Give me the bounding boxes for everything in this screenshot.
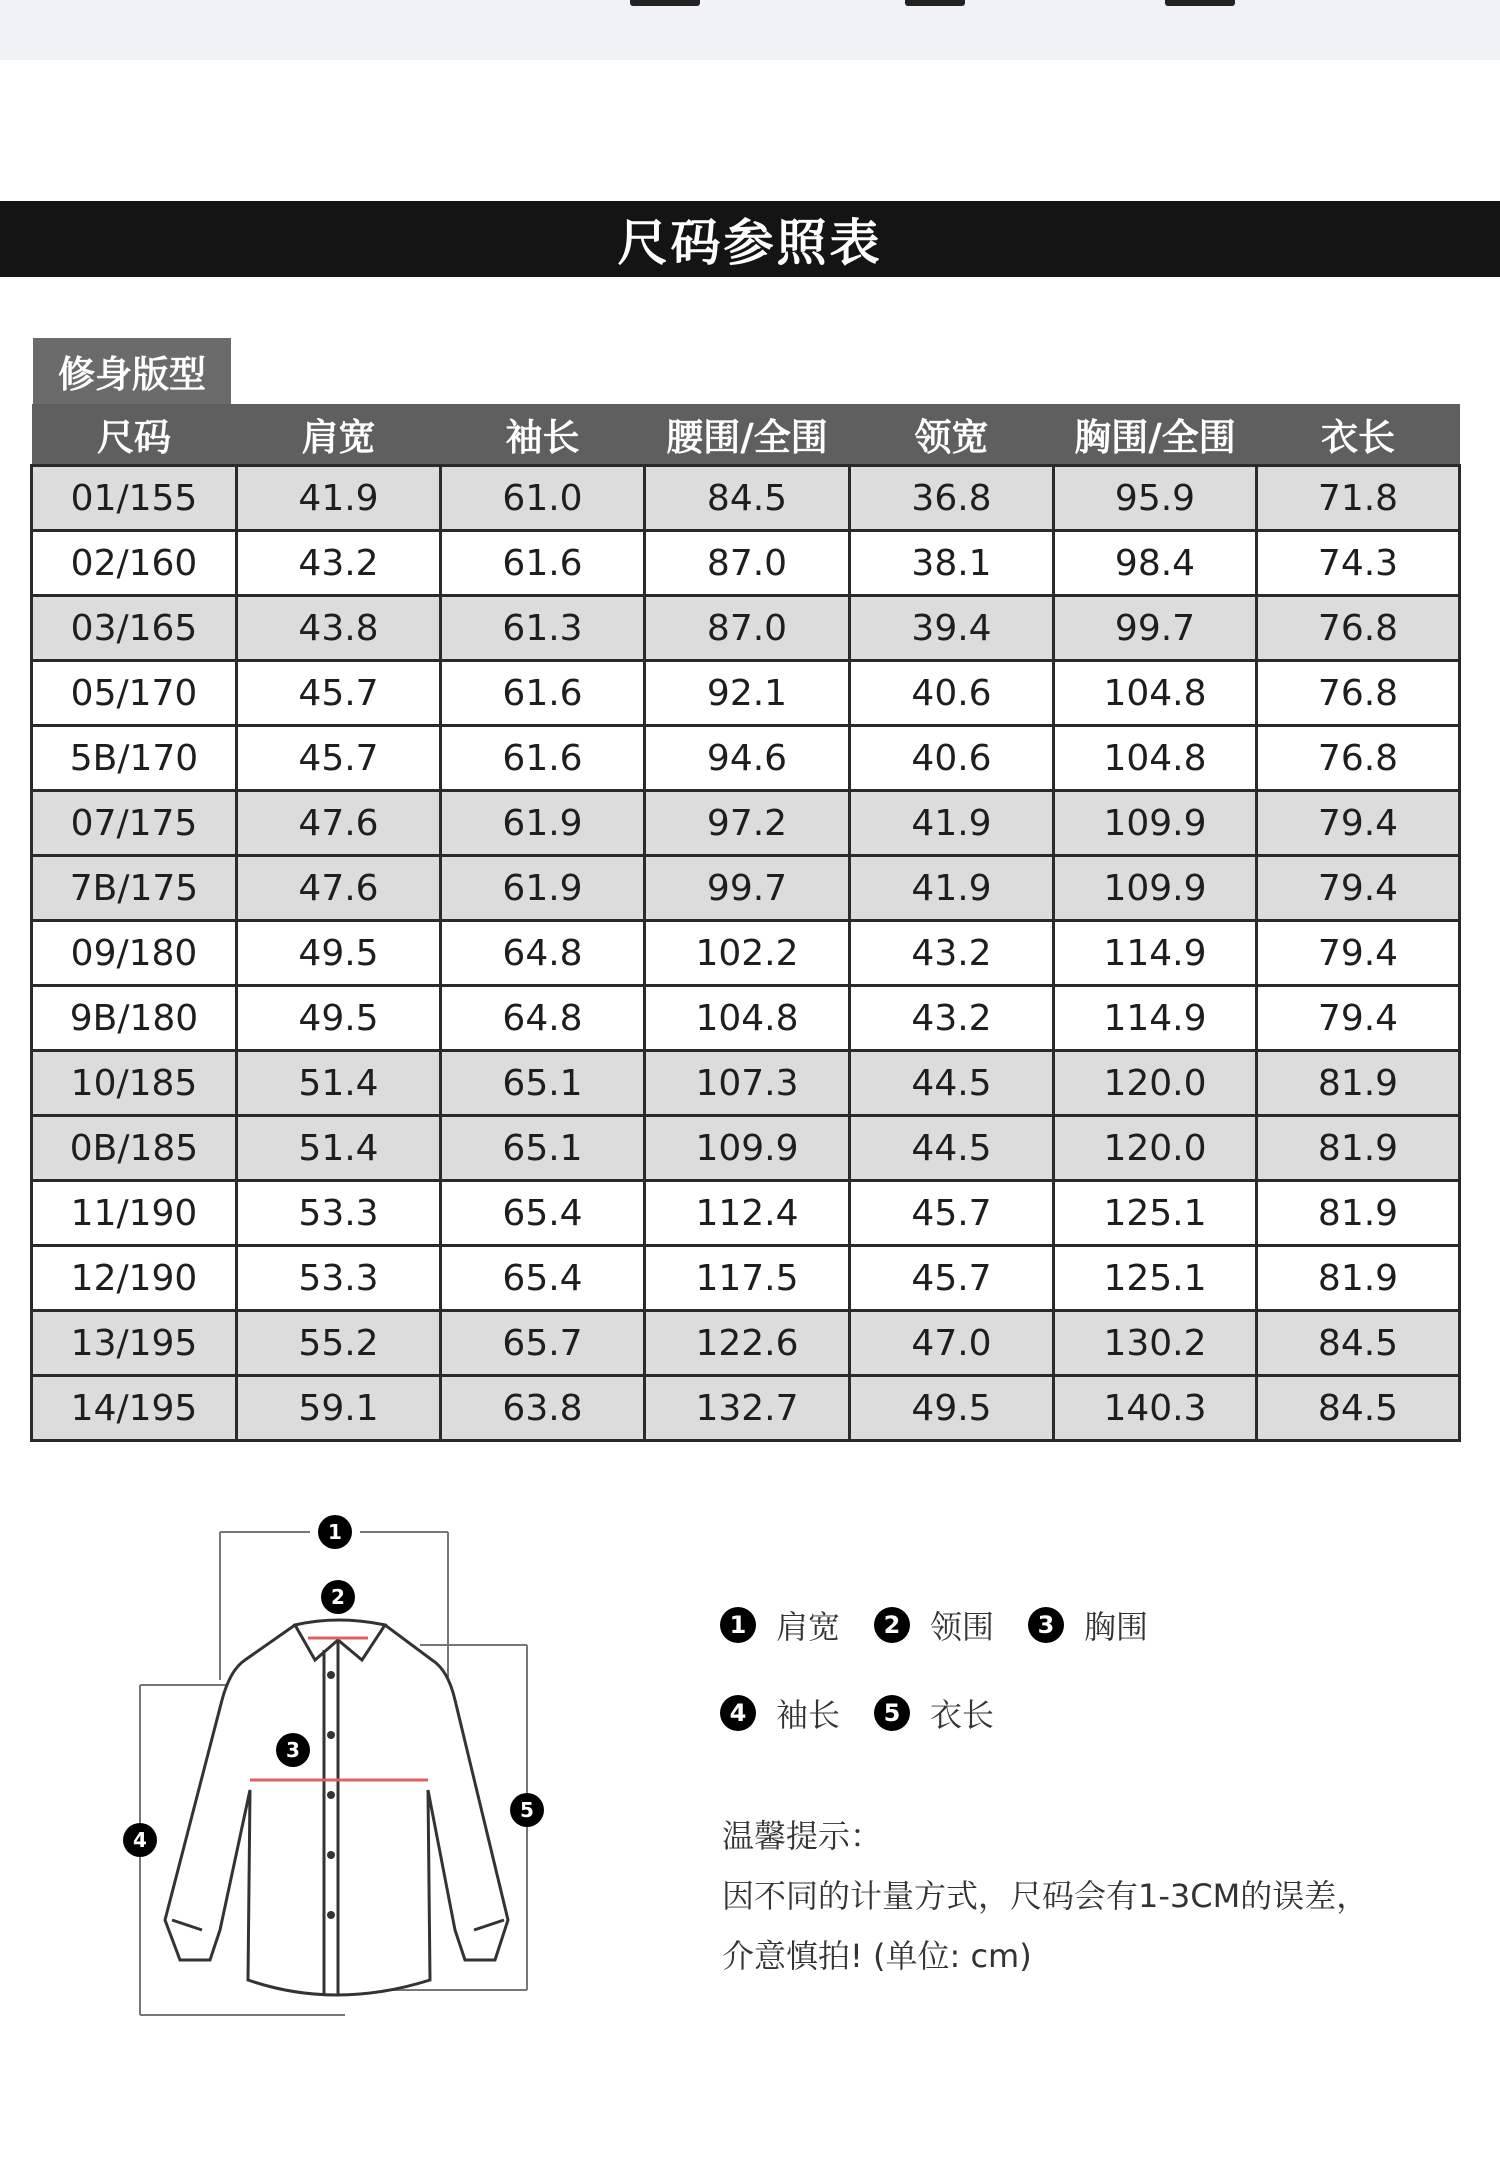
measurement-cell: 99.7 [1054, 596, 1257, 661]
column-header: 衣长 [1257, 404, 1460, 466]
measurement-cell: 94.6 [645, 726, 850, 791]
measurement-cell: 109.9 [1054, 791, 1257, 856]
table-row [32, 661, 1460, 726]
measurement-cell: 47.6 [237, 791, 441, 856]
marker-5-icon [510, 1793, 544, 1827]
size-code-cell: 01/155 [32, 466, 237, 531]
measurement-cell: 45.7 [850, 1181, 1054, 1246]
marker-2-icon [321, 1580, 355, 1614]
number-4-icon: 4 [720, 1695, 756, 1731]
measurement-cell: 65.4 [441, 1181, 645, 1246]
svg-text:2: 2 [331, 1585, 345, 1609]
measurement-cell: 45.7 [237, 661, 441, 726]
size-code-cell: 0B/185 [32, 1116, 237, 1181]
legend-label: 袖长 [776, 1696, 841, 1734]
measurement-cell: 49.5 [237, 986, 441, 1051]
measurement-cell: 61.0 [441, 466, 645, 531]
measurement-cell: 61.6 [441, 726, 645, 791]
measurement-cell: 84.5 [1257, 1376, 1460, 1441]
measurement-cell: 43.2 [237, 531, 441, 596]
marker-3-icon [276, 1733, 310, 1767]
measurement-cell: 65.7 [441, 1311, 645, 1376]
measurement-cell: 130.2 [1054, 1311, 1257, 1376]
measurement-legend [720, 1600, 1182, 1776]
table-row [32, 986, 1460, 1051]
table-row [32, 921, 1460, 986]
cut-off-text-fragment [1165, 0, 1235, 6]
measurement-cell: 120.0 [1054, 1051, 1257, 1116]
measurement-cell: 40.6 [850, 661, 1054, 726]
measurement-tips [722, 1806, 1462, 1986]
marker-4-icon [123, 1823, 157, 1857]
size-code-cell: 11/190 [32, 1181, 237, 1246]
measurement-cell: 61.6 [441, 661, 645, 726]
measurement-cell: 84.5 [1257, 1311, 1460, 1376]
measurement-cell: 45.7 [850, 1246, 1054, 1311]
number-1-icon: 1 [720, 1607, 756, 1643]
measurement-cell: 61.9 [441, 791, 645, 856]
measurement-cell: 92.1 [645, 661, 850, 726]
legend-item-chest [1028, 1602, 1148, 1648]
number-5-icon: 5 [874, 1695, 910, 1731]
measurement-cell: 76.8 [1257, 726, 1460, 791]
measurement-cell: 107.3 [645, 1051, 850, 1116]
measurement-cell: 109.9 [645, 1116, 850, 1181]
measurement-cell: 43.2 [850, 921, 1054, 986]
table-row [32, 466, 1460, 531]
measurement-cell: 79.4 [1257, 791, 1460, 856]
measurement-cell: 49.5 [237, 921, 441, 986]
table-row [32, 1311, 1460, 1376]
tips-line-1: 因不同的计量方式，尺码会有1-3CM的误差， [722, 1877, 1369, 1915]
measurement-cell: 120.0 [1054, 1116, 1257, 1181]
measurement-cell: 41.9 [850, 791, 1054, 856]
measurement-cell: 81.9 [1257, 1116, 1460, 1181]
table-header-row [32, 404, 1460, 466]
table-row [32, 596, 1460, 661]
size-code-cell: 7B/175 [32, 856, 237, 921]
measurement-cell: 112.4 [645, 1181, 850, 1246]
measurement-cell: 49.5 [850, 1376, 1054, 1441]
measurement-cell: 114.9 [1054, 921, 1257, 986]
table-body [32, 466, 1460, 1441]
measurement-cell: 79.4 [1257, 986, 1460, 1051]
measurement-cell: 65.4 [441, 1246, 645, 1311]
table-row [32, 791, 1460, 856]
svg-text:3: 3 [286, 1738, 300, 1762]
measurement-cell: 43.2 [850, 986, 1054, 1051]
measurement-cell: 64.8 [441, 986, 645, 1051]
measurement-cell: 65.1 [441, 1116, 645, 1181]
measurement-cell: 81.9 [1257, 1181, 1460, 1246]
legend-item-length [874, 1690, 994, 1736]
column-header: 袖长 [441, 404, 645, 466]
size-code-cell: 13/195 [32, 1311, 237, 1376]
measurement-cell: 98.4 [1054, 531, 1257, 596]
measurement-cell: 109.9 [1054, 856, 1257, 921]
size-code-cell: 09/180 [32, 921, 237, 986]
table-row [32, 1116, 1460, 1181]
measurement-cell: 87.0 [645, 596, 850, 661]
size-code-cell: 05/170 [32, 661, 237, 726]
measurement-cell: 99.7 [645, 856, 850, 921]
measurement-cell: 117.5 [645, 1246, 850, 1311]
measurement-cell: 76.8 [1257, 596, 1460, 661]
measurement-cell: 41.9 [850, 856, 1054, 921]
svg-text:5: 5 [520, 1798, 534, 1822]
measurement-cell: 104.8 [1054, 726, 1257, 791]
measurement-cell: 59.1 [237, 1376, 441, 1441]
measurement-cell: 79.4 [1257, 921, 1460, 986]
measurement-cell: 79.4 [1257, 856, 1460, 921]
table-row [32, 531, 1460, 596]
measurement-cell: 97.2 [645, 791, 850, 856]
table-row [32, 726, 1460, 791]
table-row [32, 1051, 1460, 1116]
measurement-cell: 122.6 [645, 1311, 850, 1376]
legend-item-sleeve [720, 1690, 840, 1736]
tips-heading: 温馨提示： [722, 1817, 883, 1855]
size-chart-title: 尺码参照表 [0, 201, 1500, 277]
measurement-cell: 38.1 [850, 531, 1054, 596]
legend-label: 胸围 [1084, 1608, 1149, 1646]
measurement-cell: 125.1 [1054, 1246, 1257, 1311]
measurement-cell: 53.3 [237, 1181, 441, 1246]
measurement-cell: 140.3 [1054, 1376, 1257, 1441]
shirt-diagram [110, 1490, 590, 2050]
column-header: 胸围/全围 [1054, 404, 1257, 466]
size-code-cell: 07/175 [32, 791, 237, 856]
tips-line-2: 介意慎拍! (单位: cm) [722, 1937, 1032, 1975]
measurement-cell: 87.0 [645, 531, 850, 596]
measurement-cell: 76.8 [1257, 661, 1460, 726]
size-code-cell: 5B/170 [32, 726, 237, 791]
cut-off-text-fragment [905, 0, 965, 6]
svg-text:4: 4 [133, 1828, 147, 1852]
legend-label: 衣长 [930, 1696, 995, 1734]
measurement-cell: 41.9 [237, 466, 441, 531]
measurement-cell: 81.9 [1257, 1051, 1460, 1116]
table-row [32, 1376, 1460, 1441]
measurement-cell: 55.2 [237, 1311, 441, 1376]
number-3-icon: 3 [1028, 1607, 1064, 1643]
measurement-cell: 44.5 [850, 1051, 1054, 1116]
cut-off-text-fragment [630, 0, 700, 6]
column-header: 尺码 [32, 404, 237, 466]
measurement-cell: 47.0 [850, 1311, 1054, 1376]
measurement-cell: 125.1 [1054, 1181, 1257, 1246]
shirt-outline-icon [165, 1620, 508, 1995]
table-row [32, 1246, 1460, 1311]
measurement-cell: 63.8 [441, 1376, 645, 1441]
measurement-cell: 84.5 [645, 466, 850, 531]
number-2-icon: 2 [874, 1607, 910, 1643]
size-code-cell: 9B/180 [32, 986, 237, 1051]
measurement-cell: 61.3 [441, 596, 645, 661]
fit-type-tab: 修身版型 [33, 338, 231, 404]
size-table [30, 404, 1461, 1442]
column-header: 腰围/全围 [645, 404, 850, 466]
size-code-cell: 14/195 [32, 1376, 237, 1441]
measurement-cell: 114.9 [1054, 986, 1257, 1051]
size-code-cell: 02/160 [32, 531, 237, 596]
measurement-cell: 132.7 [645, 1376, 850, 1441]
legend-item-shoulder [720, 1602, 840, 1648]
measurement-cell: 45.7 [237, 726, 441, 791]
measurement-cell: 102.2 [645, 921, 850, 986]
measurement-cell: 64.8 [441, 921, 645, 986]
size-code-cell: 10/185 [32, 1051, 237, 1116]
measurement-cell: 71.8 [1257, 466, 1460, 531]
measurement-cell: 39.4 [850, 596, 1054, 661]
measurement-cell: 61.6 [441, 531, 645, 596]
measurement-cell: 51.4 [237, 1116, 441, 1181]
measurement-cell: 36.8 [850, 466, 1054, 531]
measurement-cell: 51.4 [237, 1051, 441, 1116]
measurement-cell: 95.9 [1054, 466, 1257, 531]
legend-row [720, 1600, 1182, 1650]
measurement-cell: 53.3 [237, 1246, 441, 1311]
measurement-cell: 43.8 [237, 596, 441, 661]
measurement-cell: 104.8 [1054, 661, 1257, 726]
measurement-cell: 47.6 [237, 856, 441, 921]
measurement-cell: 74.3 [1257, 531, 1460, 596]
measurement-cell: 40.6 [850, 726, 1054, 791]
legend-row [720, 1688, 1182, 1738]
measurement-cell: 104.8 [645, 986, 850, 1051]
measurement-cell: 81.9 [1257, 1246, 1460, 1311]
legend-item-collar [874, 1602, 994, 1648]
column-header: 领宽 [850, 404, 1054, 466]
measurement-cell: 44.5 [850, 1116, 1054, 1181]
legend-label: 领围 [930, 1608, 995, 1646]
legend-label: 肩宽 [776, 1608, 841, 1646]
size-code-cell: 03/165 [32, 596, 237, 661]
svg-text:1: 1 [328, 1520, 342, 1544]
marker-1-icon [318, 1515, 352, 1549]
table-row [32, 856, 1460, 921]
table-row [32, 1181, 1460, 1246]
measurement-cell: 65.1 [441, 1051, 645, 1116]
measurement-cell: 61.9 [441, 856, 645, 921]
size-code-cell: 12/190 [32, 1246, 237, 1311]
column-header: 肩宽 [237, 404, 441, 466]
top-strip [0, 0, 1500, 60]
